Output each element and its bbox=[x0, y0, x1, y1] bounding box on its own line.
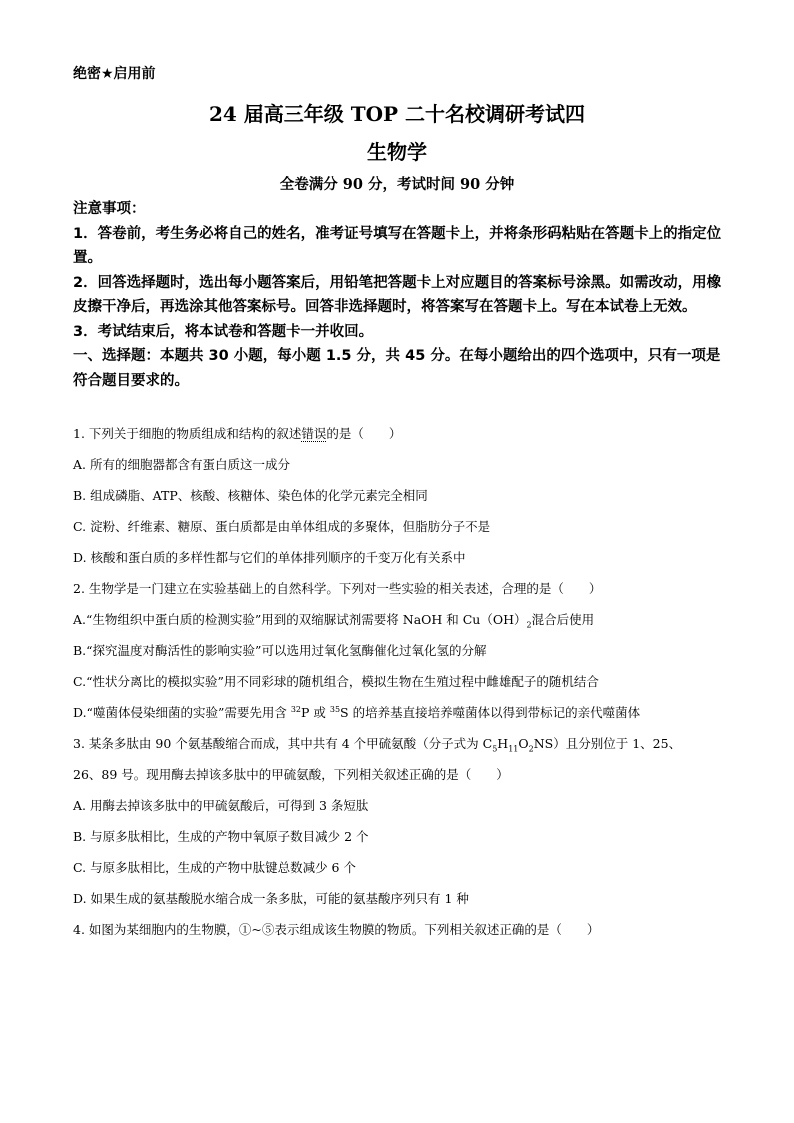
question-3-option-c: C. 与原多肽相比，生成的产物中肽键总数减少 6 个 bbox=[73, 860, 356, 875]
emphasis-text: 错误 bbox=[301, 426, 327, 441]
question-3-stem-line-1: 3. 某条多肽由 90 个氨基酸缩合而成，其中共有 4 个甲硫氨酸（分子式为 $C_5H_{11}O_2NS$）且分别位于 1、25、 bbox=[73, 736, 682, 754]
score-time-line: 全卷满分 90 分，考试时间 90 分钟 bbox=[279, 176, 515, 193]
confidential-label: 绝密★启用前 bbox=[73, 66, 156, 82]
question-2-option-b: B.“探究温度对酶活性的影响实验”可以选用过氧化氢酶催化过氧化氢的分解 bbox=[73, 643, 487, 658]
question-1-option-a: A. 所有的细胞器都含有蛋白质这一成分 bbox=[73, 457, 290, 472]
notes-block bbox=[73, 197, 725, 393]
question-3-option-a: A. 用酶去掉该多肽中的甲硫氨酸后，可得到 3 条短肽 bbox=[73, 798, 369, 813]
question-1-option-d: D. 核酸和蛋白质的多样性都与它们的单体排列顺序的千变万化有关系中 bbox=[73, 550, 466, 565]
questions-block bbox=[73, 418, 725, 945]
notes-heading: 注意事项： bbox=[73, 201, 146, 217]
question-3-stem-line-2: 26、89 号。现用酶去掉该多肽中的甲硫氨酸，下列相关叙述正确的是（ ） bbox=[73, 767, 509, 782]
note-item-2: 2．回答选择题时，选出每小题答案后，用铅笔把答题卡上对应题目的答案标号涂黑。如需改动，用橡皮擦干净后，再选涂其他答案标号。回答非选择题时，将答案写在答题卡上。写在本试卷上无效。 bbox=[73, 274, 722, 315]
question-1-option-b: B. 组成磷脂、ATP、核酸、核糖体、染色体的化学元素完全相同 bbox=[73, 488, 428, 503]
question-1-option-c: C. 淀粉、纤维素、糖原、蛋白质都是由单体组成的多聚体，但脂肪分子不是 bbox=[73, 519, 491, 534]
question-3-option-d: D. 如果生成的氨基酸脱水缩合成一条多肽，可能的氨基酸序列只有 1 种 bbox=[73, 891, 469, 906]
exam-title: 24 届高三年级 TOP 二十名校调研考试四 bbox=[208, 102, 586, 126]
note-item-1: 1．答卷前，考生务必将自己的姓名，准考证号填写在答题卡上，并将条形码粘贴在答题卡上的指定位置。 bbox=[73, 225, 722, 266]
note-item-3: 3．考试结束后，将本试卷和答题卡一并收回。 bbox=[73, 323, 374, 340]
question-3-option-b: B. 与原多肽相比，生成的产物中氧原子数目减少 2 个 bbox=[73, 829, 369, 844]
question-2-option-c: C.“性状分离比的模拟实验”用不同彩球的随机组合，模拟生物在生殖过程中雌雄配子的随机结合 bbox=[73, 674, 599, 689]
question-2-option-d: D.“噬菌体侵染细菌的实验”需要先用含 $^{32}$P 或 $^{35}$S 的培养基直接培养噬菌体以得到带标记的亲代噬菌体 bbox=[73, 704, 641, 720]
question-4-stem: 4. 如图为某细胞内的生物膜，①~⑤表示组成该生物膜的物质。下列相关叙述正确的是（ ） bbox=[73, 922, 600, 937]
question-1-stem: 1. 下列关于细胞的物质组成和结构的叙述错误的是（ ） bbox=[73, 426, 402, 441]
subject-title: 生物学 bbox=[367, 140, 427, 164]
question-2-stem: 2. 生物学是一门建立在实验基础上的自然科学。下列对一些实验的相关表述，合理的是（ ） bbox=[73, 581, 602, 596]
question-2-option-a: A.“生物组织中蛋白质的检测实验”用到的双缩脲试剂需要将 NaOH 和 $Cu(OH)_2$混合后使用 bbox=[73, 612, 595, 630]
section-heading: 一、选择题：本题共 30 小题，每小题 1.5 分，共 45 分。在每小题给出的四个选项中，只有一项是符合题目要求的。 bbox=[73, 348, 721, 389]
